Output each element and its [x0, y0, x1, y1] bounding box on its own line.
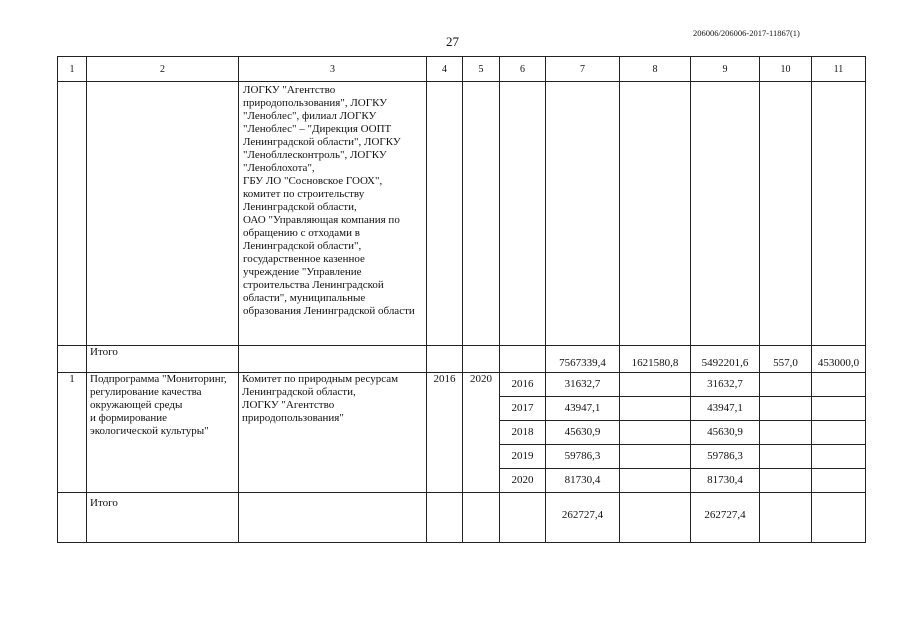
document-id: 206006/206006-2017-11867(1): [693, 28, 800, 38]
year: 2020: [500, 469, 546, 493]
regional-budget: 81730,4: [691, 469, 760, 493]
header-cell: 5: [463, 57, 500, 82]
total-cost: 45630,9: [546, 421, 620, 445]
total-value: 7567339,4: [546, 346, 620, 373]
regional-budget: 45630,9: [691, 421, 760, 445]
row-number: 1: [58, 373, 87, 493]
header-cell: 1: [58, 57, 87, 82]
total-cost: 262727,4: [546, 493, 620, 543]
executor: Комитет по природным ресурсам Ленинградской области, ЛОГКУ "Агентство природопользования": [239, 373, 427, 493]
total-cost: 31632,7: [546, 373, 620, 397]
header-row: [58, 57, 866, 82]
total-label: Итого: [87, 346, 239, 373]
executors-text: ЛОГКУ "Агентство природопользования", ЛОГКУ "Леноблес", филиал ЛОГКУ "Леноблес" – "Дирекция ООПТ Ленинградской области", ЛОГКУ "Ленобллесконтроль", ЛОГКУ "Леноблохота", ГБУ ЛО "Сосновское ГООХ", комитет по строительству Ленинградской области, ОАО "Управляющая компания по обращению с отходами в Ленинградской области", государственное казенное учреждение "Управление строительства Ленинградской области", муниципальные образования Ленинградской области: [239, 82, 427, 346]
header-cell: 8: [620, 57, 691, 82]
total-cost: 81730,4: [546, 469, 620, 493]
header-cell: 2: [87, 57, 239, 82]
total-label: Итого: [87, 493, 239, 543]
header-cell: 7: [546, 57, 620, 82]
subprogram-name: Подпрограмма "Мониторинг, регулирование качества окружающей среды и формирование экологической культуры": [87, 373, 239, 493]
start-year: 2016: [427, 373, 463, 493]
year: 2019: [500, 445, 546, 469]
total-row: [58, 346, 866, 373]
total-value: 557,0: [760, 346, 812, 373]
total-cost: 43947,1: [546, 397, 620, 421]
total-value: 453000,0: [812, 346, 866, 373]
year: 2017: [500, 397, 546, 421]
financing-table: [57, 56, 866, 543]
end-year: 2020: [463, 373, 500, 493]
header-cell: 3: [239, 57, 427, 82]
regional-budget: 43947,1: [691, 397, 760, 421]
table-row: [58, 373, 866, 397]
total-value: 5492201,6: [691, 346, 760, 373]
regional-budget: 31632,7: [691, 373, 760, 397]
year: 2016: [500, 373, 546, 397]
total-value: 1621580,8: [620, 346, 691, 373]
header-cell: 11: [812, 57, 866, 82]
regional-budget: 59786,3: [691, 445, 760, 469]
regional-budget: 262727,4: [691, 493, 760, 543]
header-cell: 6: [500, 57, 546, 82]
total-cost: 59786,3: [546, 445, 620, 469]
year: 2018: [500, 421, 546, 445]
header-cell: 9: [691, 57, 760, 82]
header-cell: 10: [760, 57, 812, 82]
header-cell: 4: [427, 57, 463, 82]
executors-row: [58, 82, 866, 346]
page-number: 27: [446, 34, 459, 49]
total-row: [58, 493, 866, 543]
